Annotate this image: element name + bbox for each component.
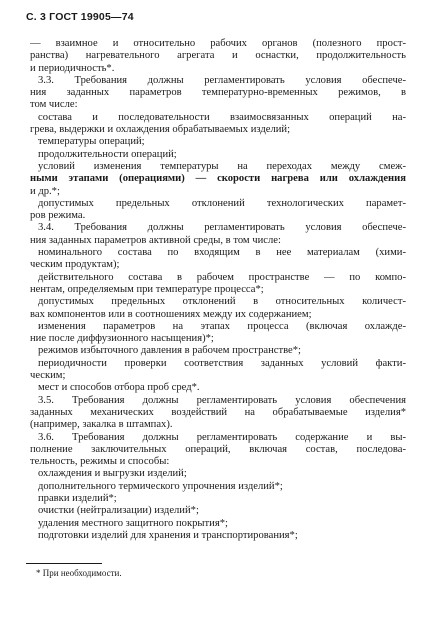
text-line: ния заданных параметров температурно-временных режимов, в bbox=[30, 87, 406, 99]
text-line: том числе: bbox=[30, 99, 78, 111]
list-item: удаления местного защитного покрытия*; bbox=[38, 517, 228, 529]
text-line: ния заданных параметров активной среды, в том числе: bbox=[30, 234, 281, 246]
section-heading-3-3: 3.3. Требования должны регламентировать условия обеспече- bbox=[38, 74, 406, 86]
text-line: действительного состава в рабочем пространстве — по компо- bbox=[38, 271, 406, 283]
text-line: (например, закалка в штампах). bbox=[30, 419, 173, 431]
text-line: условий изменения температуры на переходах между смеж- bbox=[38, 160, 406, 172]
list-item: режимов избыточного давления в рабочем пространстве*; bbox=[38, 345, 301, 357]
list-item: правки изделий*; bbox=[38, 492, 117, 504]
page-header: С. 3 ГОСТ 19905—74 bbox=[26, 11, 134, 23]
footnote-divider bbox=[26, 563, 102, 564]
text-line: ными этапами (операциями) — скорости нагрева или охлаждения bbox=[30, 173, 406, 185]
text-line: полнение заключительных операций, включая состав, последова- bbox=[30, 443, 406, 455]
text-line: изменения параметров на этапах процесса (включая охлажде- bbox=[38, 320, 406, 332]
text-line: — взаимное и относительно рабочих органов (полезного прост- bbox=[30, 38, 406, 49]
text-line: допустимых предельных отклонений технологических парамет- bbox=[38, 197, 406, 209]
text-line: нентам, определяемым при температуре процесса*; bbox=[30, 283, 264, 295]
text-line: ние после диффузионного насыщения)*; bbox=[30, 333, 214, 345]
text-line: ров режима. bbox=[30, 210, 86, 222]
text-line: тельность, режимы и способы: bbox=[30, 456, 170, 468]
text-line: и др.*; bbox=[30, 185, 60, 197]
text-line: периодичности проверки соответствия заданных условий факти- bbox=[38, 357, 406, 369]
section-heading-3-6: 3.6. Требования должны регламентировать содержание и вы- bbox=[38, 431, 406, 443]
list-item: подготовки изделий для хранения и транспортирования*; bbox=[38, 529, 298, 541]
list-item: продолжительности операций; bbox=[38, 148, 177, 160]
text-line: ранства) нагревательного агрегата и оснастки, продолжительность bbox=[30, 50, 406, 62]
text-line: ческим; bbox=[30, 370, 66, 382]
text-line: грева, выдержки и охлаждения обрабатываемых изделий; bbox=[30, 124, 291, 136]
text-line: состава и последовательности взаимосвязанных операций на- bbox=[38, 111, 406, 123]
list-item: температуры операций; bbox=[38, 136, 145, 148]
text-line: и периодичность*. bbox=[30, 62, 115, 74]
text-line: заданных механических воздействий на обрабатываемые изделия* bbox=[30, 406, 406, 418]
list-item: мест и способов отбора проб сред*. bbox=[38, 382, 200, 394]
text-line: допустимых предельных отклонений в относительных количест- bbox=[38, 296, 406, 308]
list-item: очистки (нейтрализации) изделий*; bbox=[38, 505, 199, 517]
text-line: вах компонентов или в соотношениях между их содержанием; bbox=[30, 308, 312, 320]
footnote: * При необходимости. bbox=[36, 568, 122, 578]
section-heading-3-4: 3.4. Требования должны регламентировать условия обеспече- bbox=[38, 222, 406, 234]
section-heading-3-5: 3.5. Требования должны регламентировать условия обеспечения bbox=[38, 394, 406, 406]
text-line: номинального состава по входящим в нее материалам (хими- bbox=[38, 247, 406, 259]
list-item: дополнительного термического упрочнения изделий*; bbox=[38, 480, 283, 492]
list-item: охлаждения и выгрузки изделий; bbox=[38, 468, 187, 480]
body-text bbox=[30, 38, 406, 542]
text-line: ческим продуктам); bbox=[30, 259, 120, 271]
